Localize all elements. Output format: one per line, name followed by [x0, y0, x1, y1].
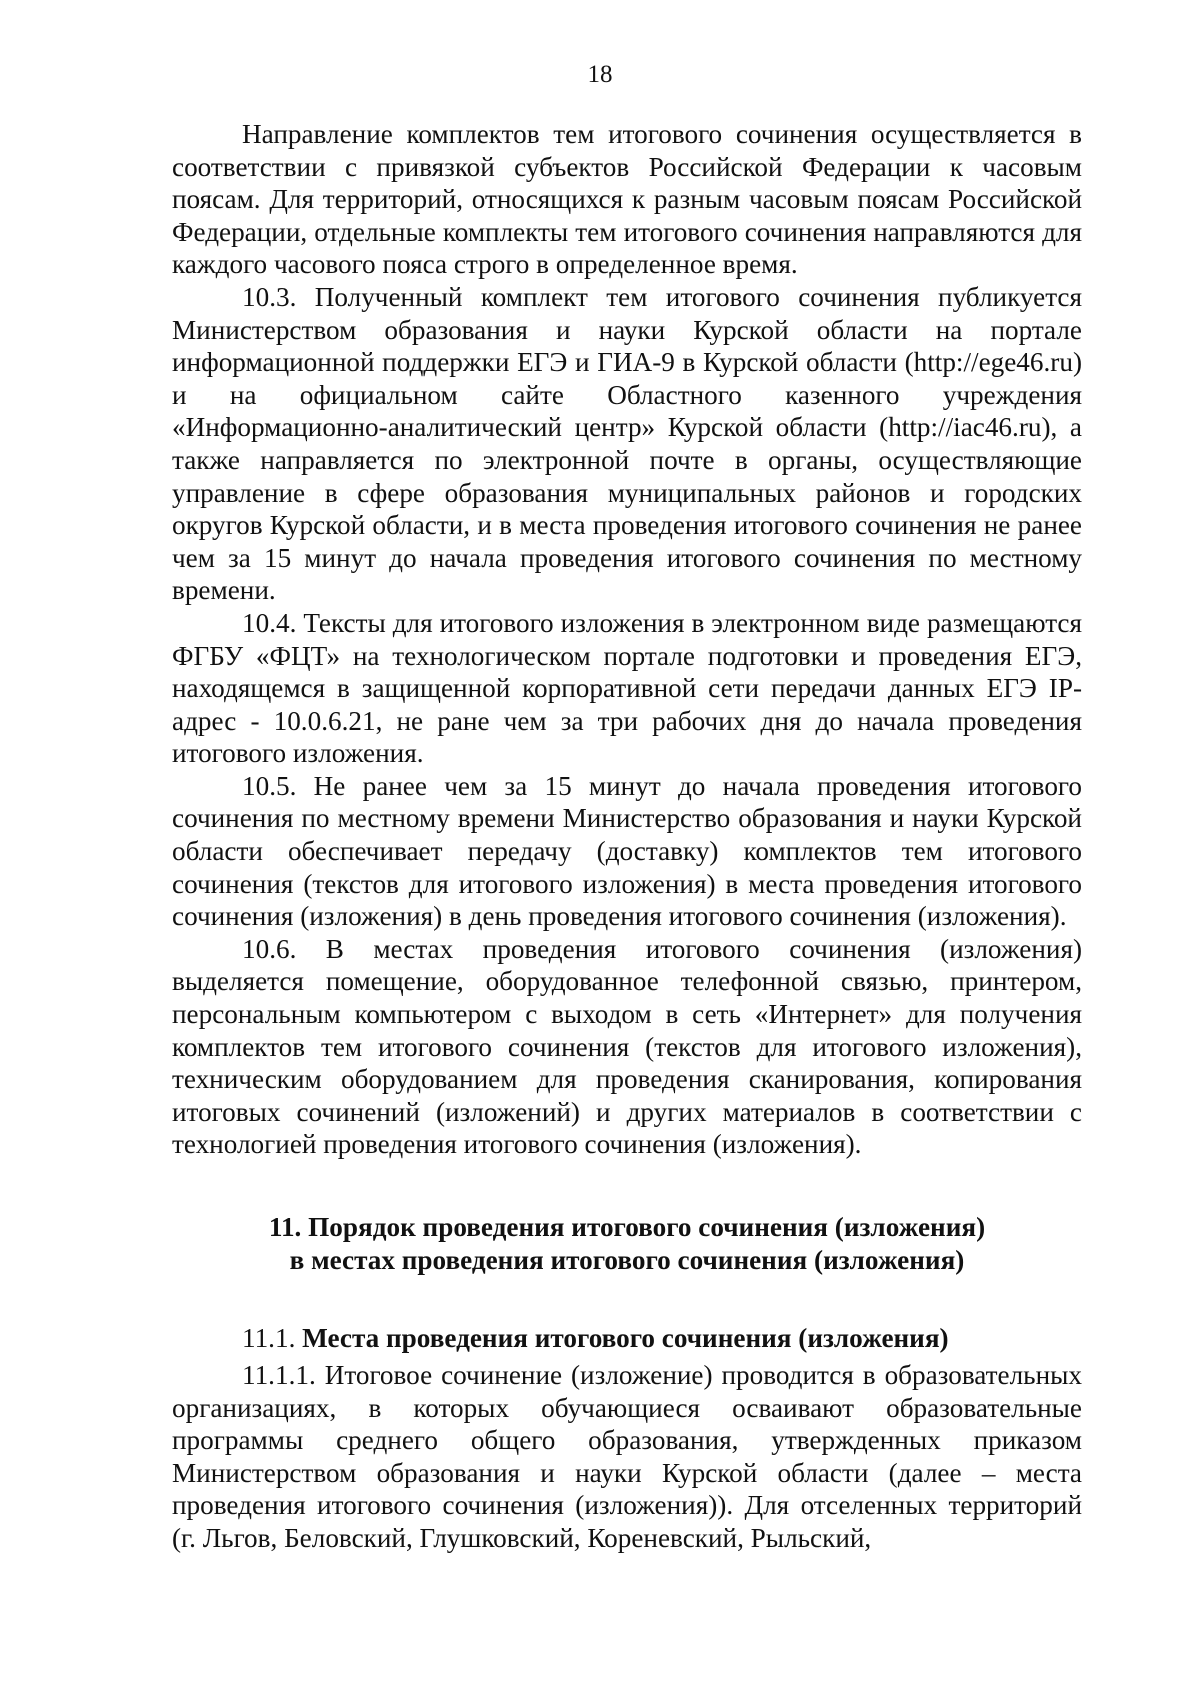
paragraph-10-3: 10.3. Полученный комплект тем итогового сочинения публикуется Министерством образования и науки Курской области на портале информационной поддержки ЕГЭ и ГИА-9 в Курской области (http://ege46.ru) и на официальном сайте Областного казенного учреждения «Информационно-аналитический центр» Курской области (http://iac46.ru), а также направляется по электронной почте в органы, осуществляющие управление в сфере образования муниципальных районов и городских округов Курской области, и в места проведения итогового сочинения не ранее чем за 15 минут до начала проведения итогового сочинения по местному времени.: [172, 281, 1082, 606]
section-heading-line-2: в местах проведения итогового сочинения (изложения): [289, 1245, 965, 1275]
paragraph-10-6: 10.6. В местах проведения итогового сочинения (изложения) выделяется помещение, оборудованное телефонной связью, принтером, персональным компьютером с выходом в сеть «Интернет» для получения комплектов тем итогового сочинения (текстов для итогового изложения), техническим оборудованием для проведения сканирования, копирования итоговых сочинений (изложений) и других материалов в соответствии с технологией проведения итогового сочинения (изложения).: [172, 933, 1082, 1160]
page-number: 18: [587, 61, 613, 88]
paragraph-10-5: 10.5. Не ранее чем за 15 минут до начала проведения итогового сочинения по местному времени Министерство образования и науки Курской области обеспечивает передачу (доставку) комплектов тем итогового сочинения (текстов для итогового изложения) в места проведения итогового сочинения (изложения) в день проведения итогового сочинения (изложения).: [172, 770, 1082, 932]
subsection-title: Места проведения итогового сочинения (изложения): [302, 1323, 949, 1353]
section-heading-11: [172, 1211, 1082, 1277]
subsection-heading-11-1: [172, 1322, 1082, 1355]
paragraph-time-zones: Направление комплектов тем итогового сочинения осуществляется в соответствии с привязкой субъектов Российской Федерации к часовым поясам. Для территорий, относящихся к разным часовым поясам Российской Федерации, отдельные комплекты тем итогового сочинения направляются для каждого часового пояса строго в определенное время.: [172, 119, 1082, 280]
paragraph-10-4: 10.4. Тексты для итогового изложения в электронном виде размещаются ФГБУ «ФЦТ» на технологическом портале подготовки и проведения ЕГЭ, находящемся в защищенной корпоративной сети передачи данных ЕГЭ IP-адрес - 10.0.6.21, не ране чем за три рабочих дня до начала проведения итогового изложения.: [172, 607, 1082, 769]
subsection-number: 11.1.: [242, 1323, 296, 1353]
document-body: [172, 118, 1082, 1555]
section-heading-line-1: 11. Порядок проведения итогового сочинения (изложения): [268, 1212, 986, 1242]
paragraph-11-1-1: 11.1.1. Итоговое сочинение (изложение) проводится в образовательных организациях, в которых обучающиеся осваивают образовательные программы среднего общего образования, утвержденных приказом Министерством образования и науки Курской области (далее – места проведения итогового сочинения (изложения)). Для отселенных территорий (г. Льгов, Беловский, Глушковский, Кореневский, Рыльский,: [172, 1360, 1082, 1553]
